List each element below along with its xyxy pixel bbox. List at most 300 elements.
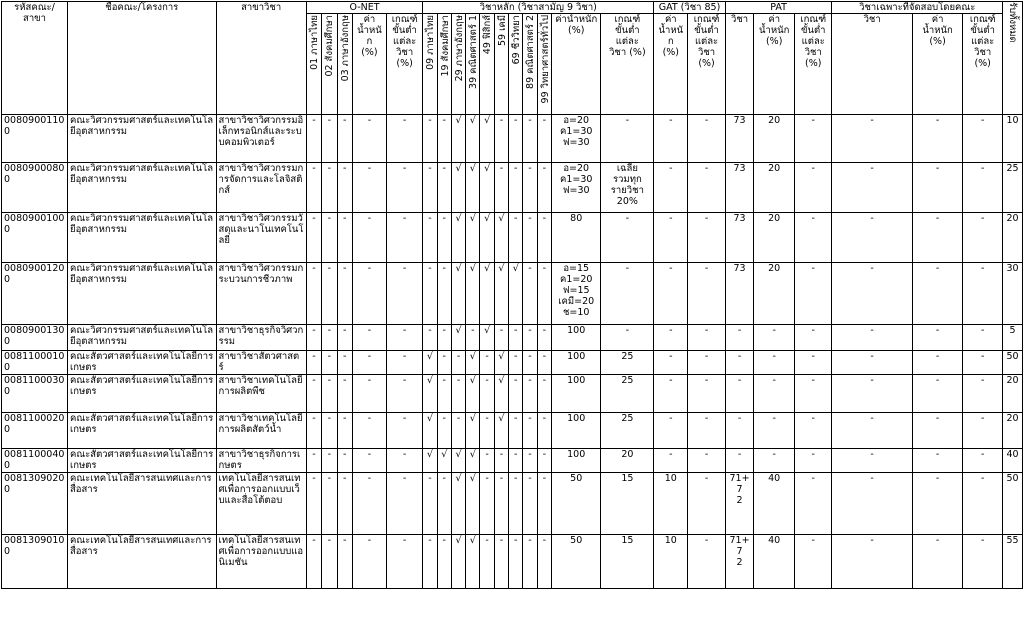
cell-core-subject: √ [509,263,523,325]
cell-core-subject: √ [466,351,480,375]
cell-core-subject: - [423,163,437,213]
cell-onet: - [322,115,337,163]
cell-gat: - [654,413,688,449]
cell-core-min: - [601,115,654,163]
table-row [2,263,1023,325]
cell-core-subject: - [494,535,508,589]
cell-special: - [832,263,912,325]
header-core: วิชาหลัก (วิชาสามัญ 9 วิชา) [423,2,654,14]
cell-code: 00811000200 [2,413,68,449]
cell-pat: 20 [754,163,795,213]
cell-pat: - [754,449,795,473]
cell-core-subject: - [480,449,494,473]
cell-core-subject: - [423,535,437,589]
cell-special: - [963,449,1003,473]
cell-onet: - [386,213,422,263]
cell-core-subject: - [537,115,551,163]
cell-special: - [912,535,963,589]
cell-special: - [832,213,912,263]
cell-gat: - [688,115,725,163]
cell-core-subject: √ [451,263,465,325]
cell-core-subject: - [437,375,451,413]
cell-pat: - [795,325,832,351]
cell-onet: - [386,449,422,473]
header-core-subject: 99 วิทยาศาสตร์ทั่วไป [537,14,551,115]
cell-onet: - [337,375,352,413]
cell-core-min: 25 [601,351,654,375]
cell-special: - [963,263,1003,325]
cell-onet: - [306,473,321,535]
cell-special: - [912,213,963,263]
cell-gat: - [688,413,725,449]
cell-onet: - [352,115,386,163]
cell-core-weight: 100 [551,325,601,351]
header-core-subject: 29 ภาษาอังกฤษ [451,14,465,115]
cell-total: 20 [1002,413,1022,449]
header-onet-subject: 02 สังคมศึกษา [322,14,337,115]
cell-branch: สาขาวิชาเทคโนโลยีการผลิตสัตว์น้ำ [216,413,306,449]
cell-special: - [912,375,963,413]
cell-faculty: คณะเทคโนโลยีสารสนเทศและการสื่อสาร [68,473,217,535]
cell-onet: - [306,449,321,473]
cell-special: - [912,449,963,473]
cell-core-subject: - [523,413,537,449]
cell-total: 50 [1002,351,1022,375]
header-onet: O-NET [306,2,423,14]
cell-core-subject: √ [466,413,480,449]
cell-branch: สาขาวิชาธุรกิจการเกษตร [216,449,306,473]
cell-core-min: 20 [601,449,654,473]
header-core-subject: 69 ชีววิทยา [509,14,523,115]
cell-special: - [832,413,912,449]
cell-onet: - [306,163,321,213]
cell-core-subject: - [523,473,537,535]
cell-onet: - [322,213,337,263]
cell-onet: - [322,473,337,535]
cell-core-subject: - [494,449,508,473]
cell-special: - [832,535,912,589]
cell-core-subject: - [523,263,537,325]
header-pat: PAT [725,2,832,14]
cell-core-subject: √ [466,473,480,535]
cell-core-subject: - [537,413,551,449]
cell-onet: - [306,115,321,163]
cell-core-subject: √ [423,449,437,473]
cell-core-subject: √ [466,163,480,213]
header-pat-weight: ค่า น้ำหนัก (%) [754,14,795,115]
cell-core-subject: √ [494,213,508,263]
cell-pat: 20 [754,263,795,325]
table-row [2,163,1023,213]
cell-onet: - [386,375,422,413]
cell-special: - [963,375,1003,413]
cell-branch: สาขาวิชาสัตวศาสตร์ [216,351,306,375]
cell-core-subject: - [451,351,465,375]
cell-onet: - [352,449,386,473]
cell-core-subject: - [509,351,523,375]
cell-code: 00809001200 [2,263,68,325]
cell-onet: - [322,375,337,413]
cell-core-subject: - [537,473,551,535]
cell-branch: เทคโนโลยีสารสนเทศเพื่อการออกแบบเว็บและสื่อโต้ตอบ [216,473,306,535]
cell-core-weight: อ=20 ค1=30 ฟ=30 [551,163,601,213]
header-core-subject: 09 ภาษาไทย [423,14,437,115]
cell-onet: - [386,115,422,163]
cell-pat: - [795,351,832,375]
cell-pat: - [795,473,832,535]
cell-onet: - [386,351,422,375]
cell-core-subject: - [537,213,551,263]
cell-core-subject: - [423,213,437,263]
cell-pat: - [795,535,832,589]
cell-pat: - [795,375,832,413]
cell-core-subject: - [523,535,537,589]
cell-onet: - [306,263,321,325]
table-row [2,351,1023,375]
cell-core-subject: - [423,115,437,163]
cell-core-subject: - [437,325,451,351]
cell-core-weight: อ=20 ค1=30 ฟ=30 [551,115,601,163]
cell-branch: เทคโนโลยีสารสนเทศเพื่อการออกแบบแอนิเมชัน [216,535,306,589]
cell-core-subject: - [437,413,451,449]
cell-special: - [963,115,1003,163]
cell-core-subject: - [537,163,551,213]
cell-onet: - [322,325,337,351]
cell-core-subject: - [523,213,537,263]
cell-onet: - [352,263,386,325]
cell-core-subject: - [523,375,537,413]
cell-onet: - [306,413,321,449]
cell-gat: - [688,213,725,263]
header-gat-min: เกณฑ์ ขั้นต่ำ แต่ละ วิชา (%) [688,14,725,115]
cell-onet: - [386,325,422,351]
cell-core-subject: √ [466,213,480,263]
cell-core-weight: 100 [551,413,601,449]
cell-branch: สาขาวิชาวิศวกรรมวัสดุและนาโนเทคโนโลยี [216,213,306,263]
cell-pat: 71+7 2 [725,473,754,535]
cell-core-subject: √ [423,351,437,375]
cell-core-subject: √ [480,263,494,325]
cell-gat: - [688,351,725,375]
cell-onet: - [322,535,337,589]
cell-core-subject: √ [466,263,480,325]
cell-pat: - [795,413,832,449]
cell-core-subject: - [480,473,494,535]
header-onet-weight: ค่า น้ำหนัก (%) [352,14,386,115]
cell-code: 00811000100 [2,351,68,375]
cell-faculty: คณะวิศวกรรมศาสตร์และเทคโนโลยีอุตสาหกรรม [68,263,217,325]
cell-total: 25 [1002,163,1022,213]
cell-core-subject: - [451,413,465,449]
cell-gat: - [654,351,688,375]
cell-onet: - [352,163,386,213]
cell-special: - [832,115,912,163]
cell-onet: - [337,535,352,589]
cell-core-subject: - [437,535,451,589]
cell-onet: - [386,163,422,213]
table-row [2,449,1023,473]
table-row [2,213,1023,263]
header-core-subject: 59 เคมี [494,14,508,115]
cell-special: - [832,449,912,473]
cell-core-subject: - [480,375,494,413]
cell-core-subject: √ [437,449,451,473]
cell-core-subject: - [480,535,494,589]
cell-core-subject: √ [451,449,465,473]
cell-core-subject: √ [494,413,508,449]
cell-onet: - [352,473,386,535]
cell-pat: - [754,325,795,351]
cell-pat: 73 [725,263,754,325]
cell-gat: 10 [654,535,688,589]
cell-special: - [963,351,1003,375]
cell-gat: - [688,163,725,213]
cell-core-subject: - [480,413,494,449]
cell-gat: - [688,535,725,589]
cell-core-subject: √ [480,213,494,263]
cell-core-min: - [601,213,654,263]
cell-core-min: - [601,325,654,351]
cell-pat: - [725,351,754,375]
cell-pat: - [725,325,754,351]
cell-onet: - [322,263,337,325]
cell-onet: - [386,413,422,449]
cell-gat: - [654,325,688,351]
table-row [2,413,1023,449]
table-body [2,115,1023,589]
cell-onet: - [386,535,422,589]
header-core-weight: ค่าน้ำหนัก (%) [551,14,601,115]
cell-pat: - [725,449,754,473]
cell-core-subject: - [437,473,451,535]
cell-core-subject: √ [451,115,465,163]
cell-total: 10 [1002,115,1022,163]
cell-core-subject: √ [494,351,508,375]
cell-faculty: คณะวิศวกรรมศาสตร์และเทคโนโลยีอุตสาหกรรม [68,115,217,163]
cell-code: 00809001300 [2,325,68,351]
cell-faculty: คณะวิศวกรรมศาสตร์และเทคโนโลยีอุตสาหกรรม [68,213,217,263]
cell-special: - [963,163,1003,213]
cell-gat: - [688,263,725,325]
cell-special: - [912,115,963,163]
cell-onet: - [352,213,386,263]
cell-core-subject: - [509,473,523,535]
table-row [2,375,1023,413]
cell-core-subject: - [509,325,523,351]
cell-gat: - [654,375,688,413]
header-gat-weight: ค่า น้ำหนัก (%) [654,14,688,115]
cell-onet: - [337,351,352,375]
cell-faculty: คณะวิศวกรรมศาสตร์และเทคโนโลยีอุตสาหกรรม [68,325,217,351]
cell-pat: - [754,351,795,375]
cell-branch: สาขาวิชาวิศวกรรมอิเล็กทรอนิกส์และระบบคอมพิวเตอร์ [216,115,306,163]
header-faculty: ชื่อคณะ/โครงการ [68,2,217,115]
cell-branch: สาขาวิชาเทคโนโลยีการผลิตพืช [216,375,306,413]
cell-core-subject: - [437,263,451,325]
cell-pat: 40 [754,473,795,535]
cell-core-subject: - [523,115,537,163]
cell-pat: 20 [754,213,795,263]
cell-gat: - [654,115,688,163]
cell-core-subject: - [537,263,551,325]
cell-core-weight: 100 [551,375,601,413]
cell-core-subject: - [509,413,523,449]
cell-total: 55 [1002,535,1022,589]
header-onet-subject: 03 ภาษาอังกฤษ [337,14,352,115]
cell-pat: - [795,449,832,473]
cell-gat: - [688,375,725,413]
cell-core-subject: - [509,213,523,263]
cell-gat: - [654,263,688,325]
cell-gat: - [688,325,725,351]
table-row [2,115,1023,163]
cell-core-subject: √ [480,163,494,213]
cell-special: - [832,351,912,375]
cell-code: 00809001000 [2,213,68,263]
cell-core-subject: - [523,351,537,375]
cell-onet: - [337,213,352,263]
cell-core-weight: 50 [551,473,601,535]
cell-code: 00809001100 [2,115,68,163]
header-core-min: เกณฑ์ ขั้นต่ำ แต่ละ วิชา (%) [601,14,654,115]
cell-onet: - [352,413,386,449]
cell-total: 5 [1002,325,1022,351]
cell-special: - [832,473,912,535]
cell-faculty: คณะเทคโนโลยีสารสนเทศและการสื่อสาร [68,535,217,589]
table-row [2,325,1023,351]
cell-pat: - [795,213,832,263]
cell-branch: สาขาวิชาวิศวกรรมกระบวนการชีวภาพ [216,263,306,325]
cell-gat: - [688,473,725,535]
cell-pat: - [754,375,795,413]
cell-core-subject: √ [423,375,437,413]
cell-onet: - [337,163,352,213]
cell-core-subject: √ [466,535,480,589]
cell-core-weight: 100 [551,449,601,473]
cell-code: 00811000400 [2,449,68,473]
header-core-subject: 39 คณิตศาสตร์ 1 [466,14,480,115]
header-total: รับทั้งหมด [1002,2,1022,115]
cell-core-subject: √ [494,375,508,413]
cell-total: 50 [1002,473,1022,535]
cell-core-subject: - [509,449,523,473]
cell-core-weight: 50 [551,535,601,589]
cell-onet: - [386,263,422,325]
header-special-weight: ค่า น้ำหนัก (%) [912,14,963,115]
header-core-subject: 49 ฟิสิกส์ [480,14,494,115]
cell-faculty: คณะสัตวศาสตร์และเทคโนโลยีการเกษตร [68,413,217,449]
cell-core-subject: √ [451,325,465,351]
cell-code: 00809000800 [2,163,68,213]
cell-onet: - [306,375,321,413]
cell-code: 00811000300 [2,375,68,413]
cell-core-weight: 100 [551,351,601,375]
cell-special: - [963,325,1003,351]
cell-onet: - [306,213,321,263]
cell-gat: - [654,449,688,473]
header-core-subject: 19 สังคมศึกษา [437,14,451,115]
cell-core-subject: - [537,375,551,413]
cell-core-subject: √ [480,325,494,351]
cell-faculty: คณะสัตวศาสตร์และเทคโนโลยีการเกษตร [68,351,217,375]
header-gat: GAT (วิชา 85) [654,2,725,14]
cell-core-subject: - [437,163,451,213]
header-special: วิชาเฉพาะที่จัดสอบโดยคณะ [832,2,1003,14]
header-pat-min: เกณฑ์ ขั้นต่ำ แต่ละ วิชา (%) [795,14,832,115]
cell-core-subject: √ [451,163,465,213]
cell-core-subject: √ [480,115,494,163]
header-special-min: เกณฑ์ ขั้นต่ำ แต่ละ วิชา (%) [963,14,1003,115]
cell-core-subject: - [437,213,451,263]
cell-onet: - [337,263,352,325]
cell-pat: 73 [725,115,754,163]
cell-core-subject: - [437,351,451,375]
cell-core-min: - [601,263,654,325]
cell-core-subject: - [509,115,523,163]
cell-onet: - [306,351,321,375]
cell-total: 40 [1002,449,1022,473]
cell-onet: - [337,413,352,449]
cell-core-subject: - [494,163,508,213]
cell-onet: - [322,163,337,213]
header-special-subject: วิชา [832,14,912,115]
header-onet-min: เกณฑ์ ขั้นต่ำ แต่ละ วิชา (%) [386,14,422,115]
cell-core-subject: - [523,449,537,473]
cell-core-subject: - [437,115,451,163]
cell-core-min: 25 [601,413,654,449]
cell-pat: 73 [725,163,754,213]
cell-core-subject: - [480,351,494,375]
cell-core-subject: - [537,351,551,375]
cell-special: - [912,473,963,535]
cell-gat: - [688,449,725,473]
cell-branch: สาขาวิชาธุรกิจวิศวกรรม [216,325,306,351]
cell-pat: - [725,375,754,413]
cell-core-subject: √ [466,449,480,473]
cell-onet: - [322,351,337,375]
cell-core-subject: - [451,375,465,413]
cell-core-weight: 80 [551,213,601,263]
cell-pat: - [725,413,754,449]
cell-onet: - [306,325,321,351]
cell-special: - [963,413,1003,449]
cell-core-subject: - [523,325,537,351]
cell-core-min: 15 [601,535,654,589]
cell-onet: - [337,449,352,473]
cell-core-subject: - [537,449,551,473]
table-row [2,473,1023,535]
cell-gat: 10 [654,473,688,535]
cell-core-subject: - [423,325,437,351]
cell-onet: - [337,115,352,163]
cell-pat: - [795,163,832,213]
cell-core-min: 25 [601,375,654,413]
cell-onet: - [352,325,386,351]
cell-core-subject: - [466,325,480,351]
header-row-1 [2,2,1023,14]
cell-special: - [963,213,1003,263]
cell-core-subject: - [423,263,437,325]
table-row [2,535,1023,589]
cell-pat: - [754,413,795,449]
cell-faculty: คณะสัตวศาสตร์และเทคโนโลยีการเกษตร [68,449,217,473]
cell-onet: - [352,351,386,375]
cell-special: - [912,163,963,213]
cell-onet: - [337,473,352,535]
cell-core-subject: √ [423,413,437,449]
cell-total: 20 [1002,213,1022,263]
cell-core-subject: √ [466,375,480,413]
